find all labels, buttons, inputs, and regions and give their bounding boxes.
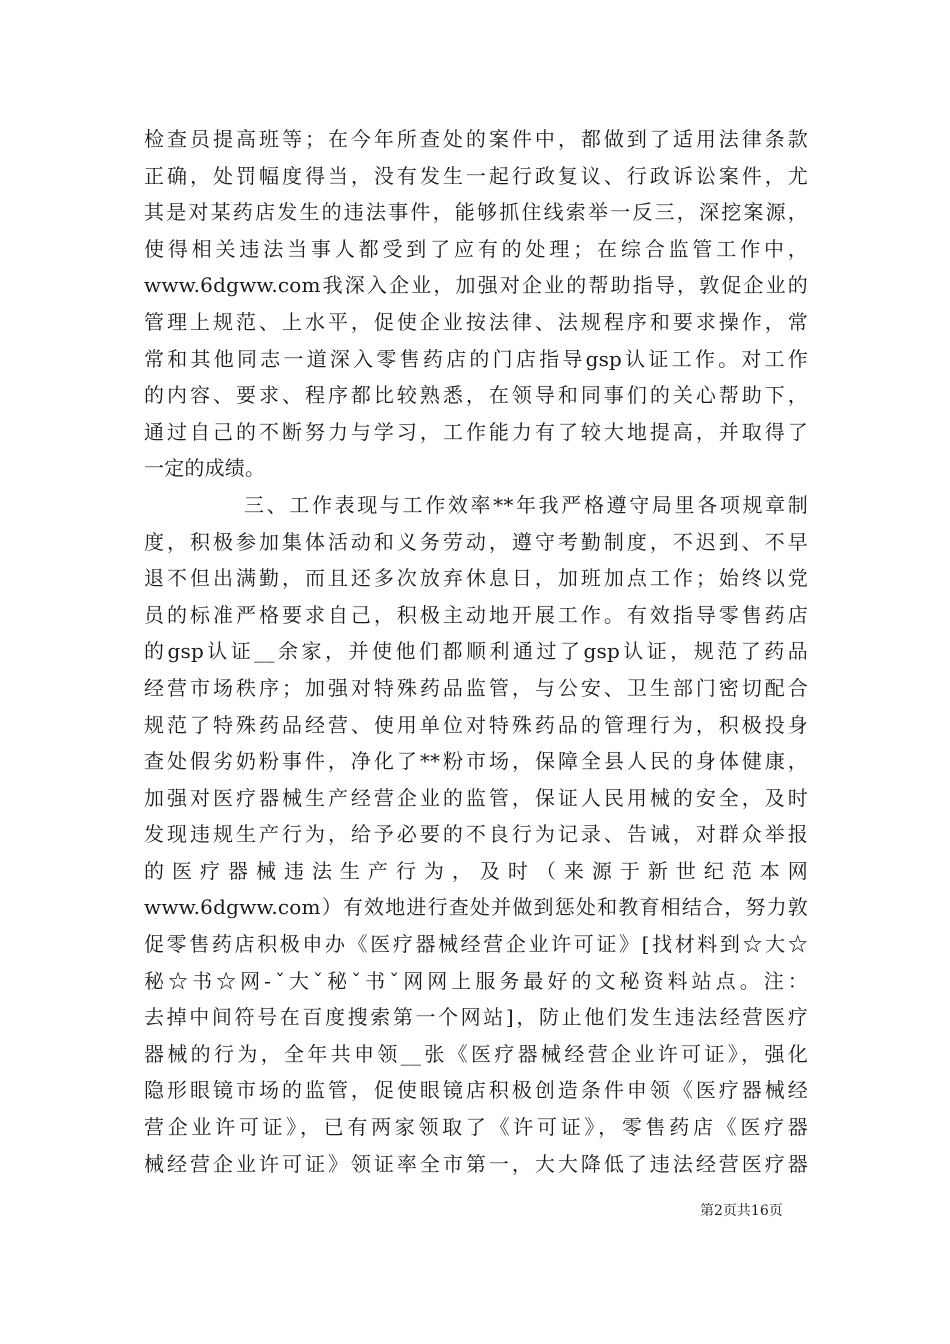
text-line: 使得相关违法当事人都受到了应有的处理；在综合监管工作中， [144, 236, 808, 261]
text-line: 经营市场秩序；加强对特殊药品监管，与公安、卫生部门密切配合 [144, 675, 808, 700]
text-line: www.6dgww.com）有效地进行查处并做到惩处和教育相结合，努力敦 [144, 895, 808, 920]
text-line: 的gsp认证__余家，并使他们都顺利通过了gsp认证，规范了药品 [144, 639, 808, 664]
text-line: 秘☆书☆网-ˇ大ˇ秘ˇ书ˇ网网上服务最好的文秘资料站点。注： [144, 968, 808, 993]
text-line: 加强对医疗器械生产经营企业的监管，保证人民用械的安全，及时 [144, 785, 808, 810]
text-line: 器械的行为，全年共申领__张《医疗器械经营企业许可证》，强化 [144, 1041, 808, 1066]
text-line: 查处假劣奶粉事件，净化了**粉市场，保障全县人民的身体健康， [144, 749, 808, 774]
text-line: 促零售药店积极申办《医疗器械经营企业许可证》[找材料到☆大☆ [144, 932, 808, 957]
text-line: 管理上规范、上水平，促使企业按法律、法规程序和要求操作，常 [144, 309, 808, 334]
text-line: 通过自己的不断努力与学习，工作能力有了较大地提高，并取得了 [144, 419, 808, 444]
text-line: 的内容、要求、程序都比较熟悉，在领导和同事们的关心帮助下， [144, 383, 808, 408]
text-line: 发现违规生产行为，给予必要的不良行为记录、告诫，对群众举报 [144, 822, 808, 847]
text-line: 规范了特殊药品经营、使用单位对特殊药品的管理行为，积极投身 [144, 712, 808, 737]
text-line: 去掉中间符号在百度搜索第一个网站]，防止他们发生违法经营医疗 [144, 1005, 808, 1030]
text-line: 械经营企业许可证》领证率全市第一，大大降低了违法经营医疗器 [144, 1151, 808, 1176]
text-line: 检查员提高班等；在今年所查处的案件中，都做到了适用法律条款 [144, 127, 808, 151]
text-line: 员的标准严格要求自己，积极主动地开展工作。有效指导零售药店 [144, 602, 808, 627]
text-line: 退不但出满勤，而且还多次放弃休息日，加班加点工作；始终以党 [144, 566, 808, 591]
text-line: 度，积极参加集体活动和义务劳动，遵守考勤制度，不迟到、不早 [144, 529, 808, 554]
text-line: 常和其他同志一道深入零售药店的门店指导gsp认证工作。对工作 [144, 346, 808, 371]
text-line: 正确，处罚幅度得当，没有发生一起行政复议、行政诉讼案件，尤 [144, 163, 808, 188]
text-line: 隐形眼镜市场的监管，促使眼镜店积极创造条件申领《医疗器械经 [144, 1078, 808, 1103]
text-line: 其是对某药店发生的违法事件，能够抓住线索举一反三，深挖案源， [144, 200, 808, 225]
text-line: 一定的成绩。 [144, 456, 266, 481]
text-line: 的医疗器械违法生产行为，及时（来源于新世纪范本网 [144, 858, 808, 883]
text-line: 三、工作表现与工作效率**年我严格遵守局里各项规章制 [244, 492, 808, 517]
text-line: www.6dgww.com我深入企业，加强对企业的帮助指导，敦促企业的 [144, 273, 808, 298]
document-body [144, 121, 808, 1182]
text-line: 营企业许可证》，已有两家领取了《许可证》，零售药店《医疗器 [144, 1115, 808, 1140]
page-number-footer: 第2页共16页 [700, 1203, 783, 1219]
